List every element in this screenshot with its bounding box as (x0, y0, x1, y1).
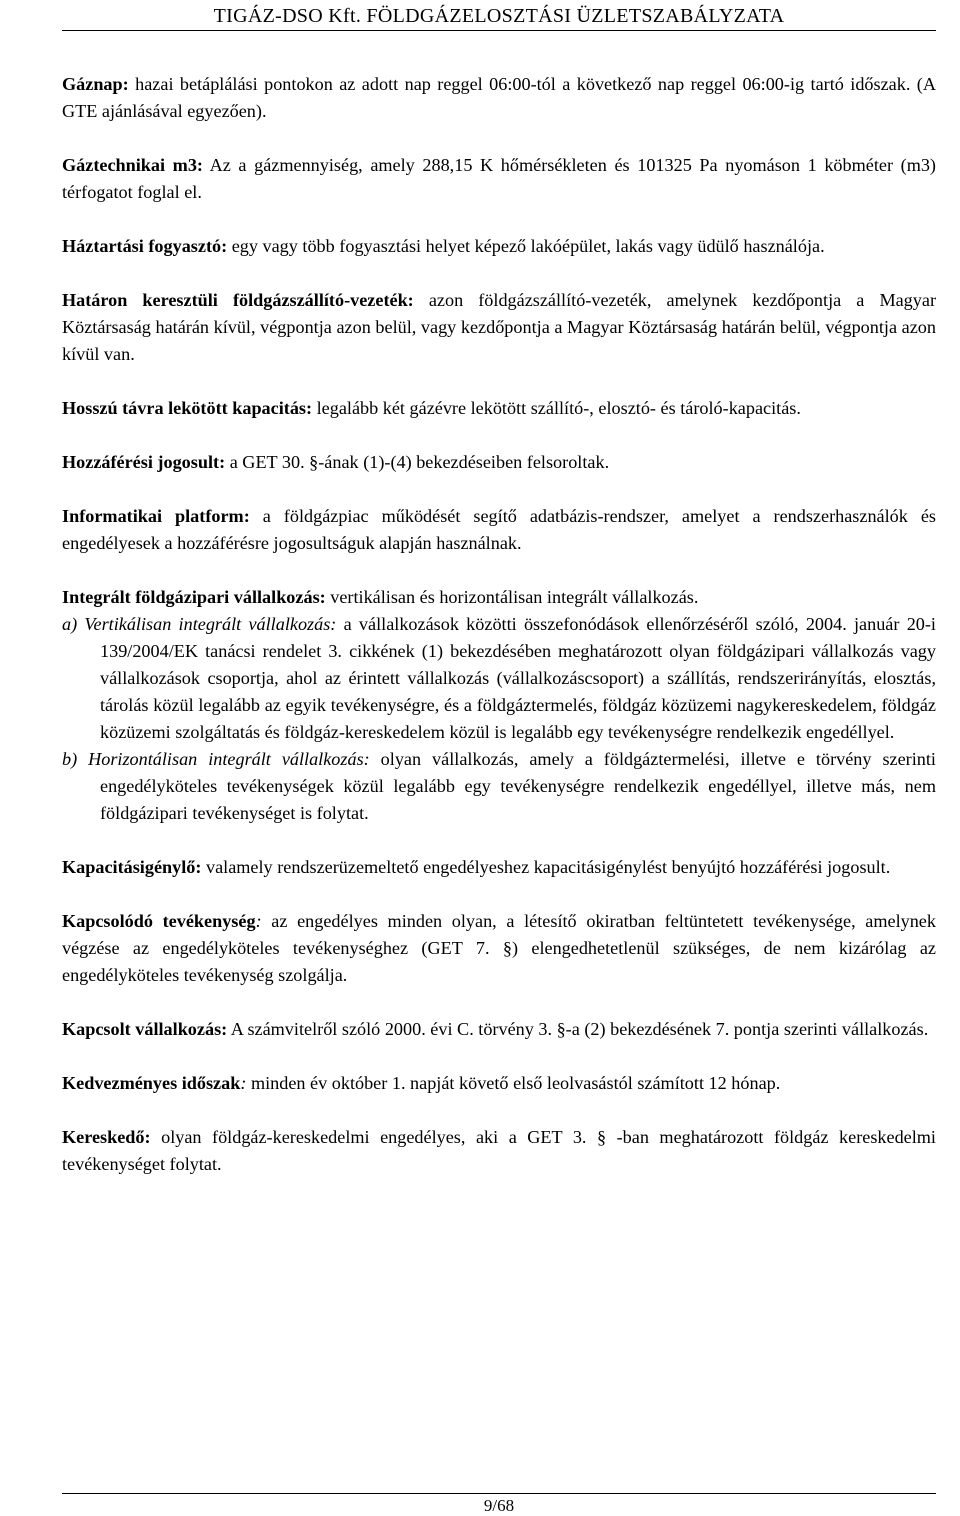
definition-text: egy vagy több fogyasztási helyet képező lakóépület, lakás vagy üdülő használója. (227, 236, 825, 256)
term: Integrált földgázipari vállalkozás: (62, 587, 326, 607)
definition-text: vertikálisan és horizontálisan integrált vállalkozás. (325, 587, 699, 607)
subitem-text: a vállalkozások közötti összefonódások ellenőrzéséről szóló, 2004. január 20-i 139/2004/EK tanácsi rendelet 3. cikkének (1) bekezdésében meghatározott olyan földgázipari vállalkozás vagy vállalkozások csoportja, ahol az érintett vállalkozás (vállalkozáscsoport) a szállítás, rendszerirányítás, elosztás, tárolás közül legalább az egyik tevékenységre, és a földgáztermelés, földgáz közüzemi nagykereskedelem, földgáz közüzemi szolgáltatás és földgáz-kereskedelem közül is legalább egy tevékenységre rendelkezik engedéllyel. (100, 614, 936, 742)
header-title: TIGÁZ-DSO Kft. FÖLDGÁZELOSZTÁSI ÜZLETSZABÁLYZATA (213, 5, 785, 27)
definition-text: legalább két gázévre lekötött szállító-, elosztó- és tároló-kapacitás. (312, 398, 801, 418)
definition-text: a GET 30. §-ának (1)-(4) bekezdéseiben felsoroltak. (225, 452, 610, 472)
definition-text: Az a gázmennyiség, amely 288,15 K hőmérsékleten és 101325 Pa nyomáson 1 köbméter (m3) térfogatot foglal el. (62, 155, 936, 202)
definition-hozzaferesi-jogosult (62, 449, 936, 476)
definition-integralt (62, 584, 936, 611)
term: Kapcsolódó tevékenység (62, 911, 256, 931)
definition-haztartasi-fogyaszto (62, 233, 936, 260)
term: Kereskedő: (62, 1127, 151, 1147)
term: Kedvezményes időszak (62, 1073, 241, 1093)
subitem-text: olyan vállalkozás, amely a földgáztermelési, illetve e törvény szerinti engedélyköteles tevékenységek közül legalább egy tevékenységre rendelkezik engedéllyel, illetve más, nem földgázipari tevékenységet is folytat. (100, 749, 936, 823)
subitem-label: a) Vertikálisan integrált vállalkozás: (62, 614, 337, 634)
definition-hosszu-tavra (62, 395, 936, 422)
term: Határon keresztüli földgázszállító-vezeték: (62, 290, 414, 310)
subitem-label: b) Horizontálisan integrált vállalkozás: (62, 749, 370, 769)
definition-text: valamely rendszerüzemeltető engedélyeshez kapacitásigénylést benyújtó hozzáférési jogosult. (201, 857, 891, 877)
term: Kapacitásigénylő: (62, 857, 202, 877)
definition-kapcsolt-vallalkozas (62, 1016, 936, 1043)
term: Hozzáférési jogosult: (62, 452, 226, 472)
definition-text: minden év október 1. napját követő első leolvasástól számított 12 hónap. (246, 1073, 781, 1093)
term: Gáznap: (62, 74, 129, 94)
definition-text: olyan földgáz-kereskedelmi engedélyes, aki a GET 3. § -ban meghatározott földgáz kereskedelmi tevékenységet folytat. (62, 1127, 936, 1174)
subitem-horizontalis (62, 746, 936, 827)
term: Gáztechnikai m3: (62, 155, 203, 175)
definition-text: a földgázpiac működését segítő adatbázis-rendszer, amelyet a rendszerhasználók és engedélyesek a hozzáférésre jogosultságuk alapján használnak. (62, 506, 936, 553)
term: Hosszú távra lekötött kapacitás: (62, 398, 313, 418)
document-body (62, 71, 936, 1205)
definition-text: A számvitelről szóló 2000. évi C. törvény 3. §-a (2) bekezdésének 7. pontja szerinti vállalkozás. (227, 1019, 929, 1039)
definition-kedvezmenyes-idoszak (62, 1070, 936, 1097)
page-header (62, 2, 936, 31)
definition-kapacitasigenylo (62, 854, 936, 881)
term: Kapcsolt vállalkozás: (62, 1019, 228, 1039)
definition-gaznap (62, 71, 936, 125)
term-colon: : (240, 1073, 247, 1093)
definition-hataron-keresztuli (62, 287, 936, 368)
page-number: 9/68 (483, 1496, 515, 1515)
definition-text: hazai betáplálási pontokon az adott nap reggel 06:00-tól a következő nap reggel 06:00-ig tartó időszak. (A GTE ajánlásával egyezően). (62, 74, 936, 121)
definition-kereskedo (62, 1124, 936, 1178)
page-footer (62, 1493, 936, 1516)
subitem-vertikalis (62, 611, 936, 746)
definition-kapcsolodo-tevekenyseg (62, 908, 936, 989)
definition-text: azon földgázszállító-vezeték, amelynek kezdőpontja a Magyar Köztársaság határán kívül, végpontja azon belül, vagy kezdőpontja a Magyar Köztársaság határán belül, végpontja azon kívül van. (62, 290, 937, 364)
definition-gaztechnikai-m3 (62, 152, 936, 206)
definition-informatikai-platform (62, 503, 936, 557)
term: Háztartási fogyasztó: (62, 236, 228, 256)
definition-text: az engedélyes minden olyan, a létesítő okiratban feltüntetett tevékenysége, amelynek végzése az engedélyköteles tevékenységhez (GET 7. §) elengedhetetlenül szükséges, de nem kizárólag az engedélyköteles tevékenység szolgálja. (62, 911, 936, 985)
term: Informatikai platform: (62, 506, 250, 526)
term-colon: : (255, 911, 262, 931)
